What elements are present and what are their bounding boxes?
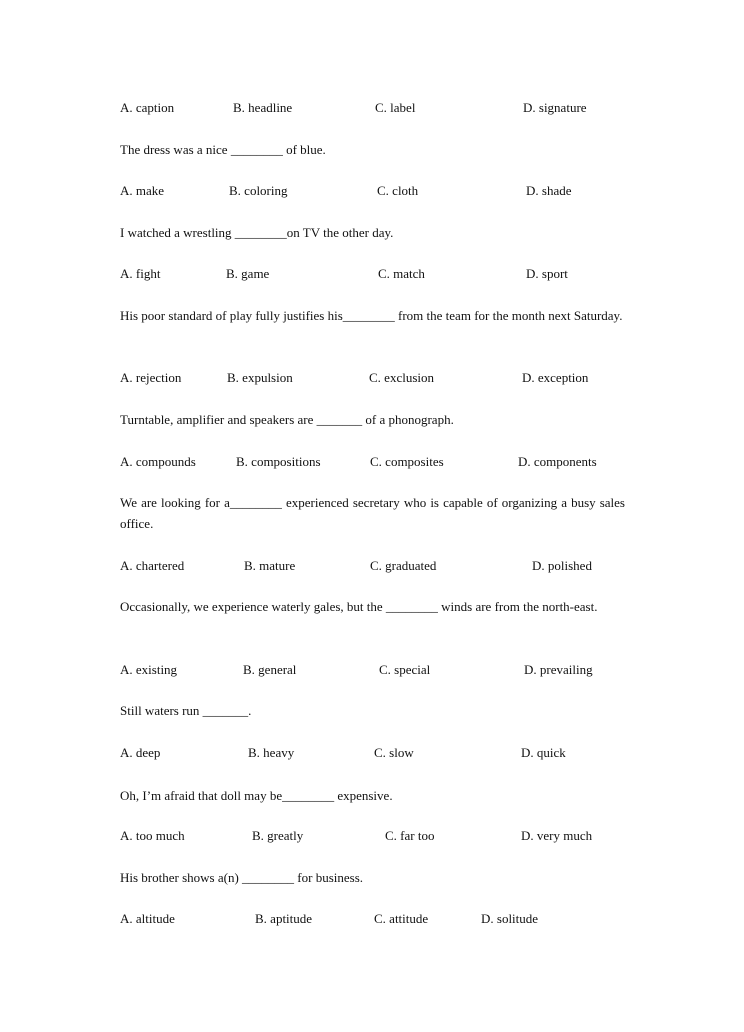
option-c: C. attitude xyxy=(374,911,429,926)
option-c: C. composites xyxy=(370,454,444,469)
question-7: Still waters run _______. xyxy=(120,703,252,718)
option-d: D. sport xyxy=(526,266,568,281)
question-4: Turntable, amplifier and speakers are _______ of a phonograph. xyxy=(120,412,454,427)
option-a: A. caption xyxy=(120,100,175,115)
question-2: I watched a wrestling ________on TV the other day. xyxy=(120,225,394,240)
option-d: D. solitude xyxy=(481,911,539,926)
option-d: D. prevailing xyxy=(524,662,593,677)
question-9: His brother shows a(n) ________ for business. xyxy=(120,870,364,885)
option-b: B. headline xyxy=(233,100,293,115)
option-a: A. rejection xyxy=(120,370,182,385)
option-a: A. compounds xyxy=(120,454,196,469)
option-b: B. game xyxy=(226,266,270,281)
option-a: A. altitude xyxy=(120,911,175,926)
option-b: B. general xyxy=(243,662,297,677)
option-d: D. quick xyxy=(521,745,566,760)
option-c: C. exclusion xyxy=(369,370,434,385)
option-b: B. expulsion xyxy=(227,370,293,385)
option-b: B. coloring xyxy=(229,183,288,198)
question-5: We are looking for a________ experienced secretary who is capable of organizing a busy sales office. xyxy=(120,495,625,531)
option-c: C. far too xyxy=(385,828,435,843)
option-c: C. match xyxy=(378,266,425,281)
option-b: B. compositions xyxy=(236,454,321,469)
option-a: A. fight xyxy=(120,266,161,281)
option-b: B. mature xyxy=(244,558,296,573)
option-a: A. too much xyxy=(120,828,185,843)
option-a: A. deep xyxy=(120,745,161,760)
option-c: C. graduated xyxy=(370,558,437,573)
question-8: Oh, I’m afraid that doll may be________ expensive. xyxy=(120,788,393,803)
question-3: His poor standard of play fully justifies his________ from the team for the month next Saturday. xyxy=(120,308,623,323)
option-a: A. existing xyxy=(120,662,178,677)
option-d: D. polished xyxy=(532,558,592,573)
question-6: Occasionally, we experience waterly gales, but the ________ winds are from the north-east. xyxy=(120,599,598,614)
option-d: D. shade xyxy=(526,183,572,198)
option-b: B. aptitude xyxy=(255,911,313,926)
option-d: D. signature xyxy=(523,100,587,115)
option-c: C. slow xyxy=(374,745,414,760)
question-1: The dress was a nice ________ of blue. xyxy=(120,142,326,157)
option-d: D. exception xyxy=(522,370,589,385)
option-d: D. very much xyxy=(521,828,593,843)
option-a: A. chartered xyxy=(120,558,185,573)
option-c: C. cloth xyxy=(377,183,419,198)
option-b: B. heavy xyxy=(248,745,295,760)
option-d: D. components xyxy=(518,454,597,469)
option-c: C. label xyxy=(375,100,416,115)
option-b: B. greatly xyxy=(252,828,304,843)
option-c: C. special xyxy=(379,662,431,677)
option-a: A. make xyxy=(120,183,165,198)
